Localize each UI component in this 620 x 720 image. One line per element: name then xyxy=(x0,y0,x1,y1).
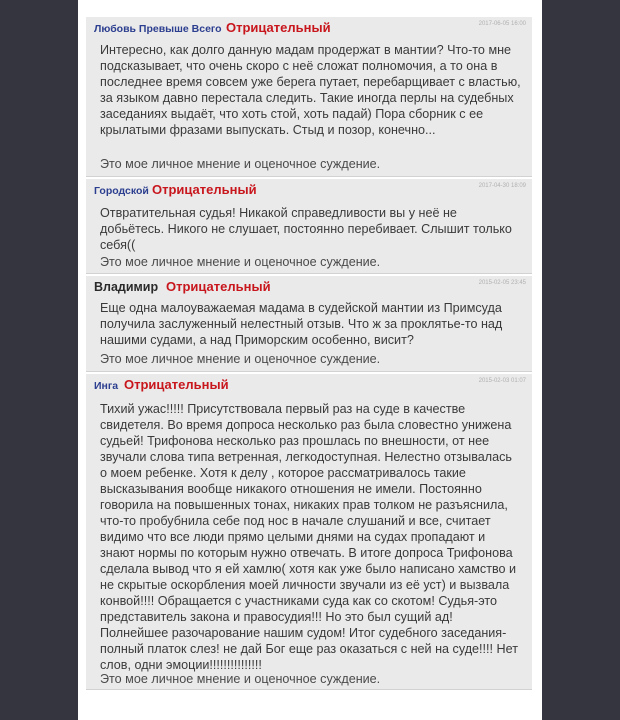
review-card xyxy=(86,17,532,177)
review-author[interactable]: Инга xyxy=(94,380,119,392)
review-text: Интересно, как долго данную мадам продержат в мантии? Что-то мне подсказывает, что очень скоро с неё сложат полномочия, а то она в последнее время совсем уже берега путает, перебарщивает с властью, за языком давно перестала следить. Такие иногда перлы на судебных заседаниях выдаёт, что хоть стой, хоть падай) Пора сборник с ее крылатыми фразами выпускать. Стыд и позор, конечно... xyxy=(100,43,521,137)
review-date: 2017-06-05 16:00 xyxy=(478,21,526,27)
review-text: Еще одна малоуважаемая мадама в судейской мантии из Примсуда получила заслуженный нелестный отзыв. Что ж за проклятье-то над нашими судами, а над Приморским особенно, висит? xyxy=(100,301,503,347)
review-date: 2015-02-05 23:45 xyxy=(478,280,526,286)
review-author[interactable]: Владимир xyxy=(94,280,159,294)
review-disclaimer: Это мое личное мнение и оценочное суждение. xyxy=(100,157,381,171)
review-card xyxy=(86,374,532,690)
review-disclaimer: Это мое личное мнение и оценочное суждение. xyxy=(100,672,381,686)
review-header xyxy=(86,17,532,39)
review-card xyxy=(86,179,532,274)
review-date: 2015-02-03 01:07 xyxy=(478,378,526,384)
review-header xyxy=(86,374,532,396)
review-text: Тихий ужас!!!!! Присутствовала первый раз на суде в качестве свидетеля. Во время допроса несколько раз была словестно унижена судьей! Трифонова несколько раз прошлась по внешности, от нее звучали слова типа ветренная, легкодоступная. Нелестно отзывалась о моем ребенке. Хотя к делу , которое рассматривалось такие высказывания вообще никакого отношения не имели. Постоянно говорила на повышенных тонах, никаких прав толком не разъяснила, что-то пробубнила себе под нос в начале слушаний и все, считает видимо что все люди прямо целыми днями на судах пропадают и знают нормы по которым нужно отвечать. В итоге допроса Трифонова сделала вывод что я ей хамлю( хотя как уже было написано хамство и не скрытые оскорбления моей личности звучали из её уст) и вызвала конвой!!!! Обращается с участниками суда как со скотом! Судья-это представитель закона и правосудия!!! Но это был сущий ад! Полнейшее разочарование нашим судом! Итог судебного заседания- полный платок слез! не дай Бог еще раз оказаться с ней на суде!!!! Нет слов, одни эмоции!!!!!!!!!!!!!!! xyxy=(100,402,519,672)
review-verdict: Отрицательный xyxy=(152,182,257,197)
review-header xyxy=(86,179,532,201)
review-verdict: Отрицательный xyxy=(124,377,229,392)
review-author[interactable]: Любовь Превыше Всего xyxy=(94,23,222,35)
review-author[interactable]: Городской xyxy=(94,185,149,197)
review-text: Отвратительная судья! Никакой справедливости вы у неё не добьётесь. Никого не слушает, постоянно перебивает. Слышит только себя(( xyxy=(100,206,512,252)
review-date: 2017-04-30 18:09 xyxy=(478,183,526,189)
review-header xyxy=(86,276,532,298)
review-verdict: Отрицательный xyxy=(226,20,331,35)
review-verdict: Отрицательный xyxy=(166,279,271,294)
review-disclaimer: Это мое личное мнение и оценочное суждение. xyxy=(100,352,381,366)
review-disclaimer: Это мое личное мнение и оценочное суждение. xyxy=(100,255,381,269)
review-card xyxy=(86,276,532,372)
